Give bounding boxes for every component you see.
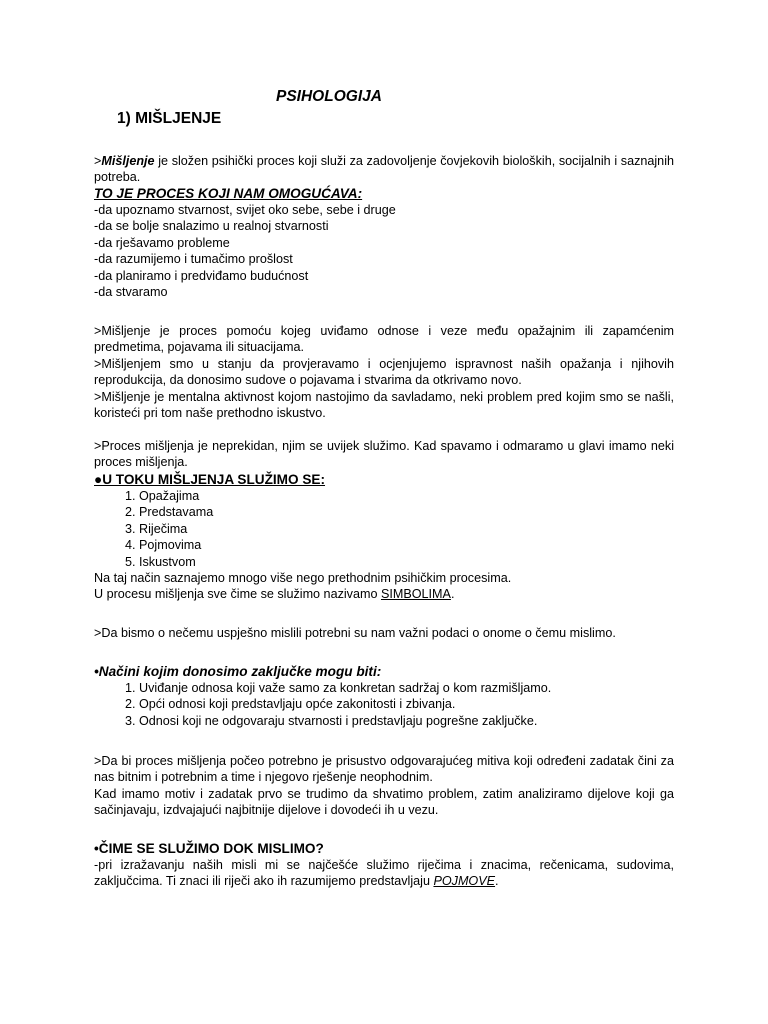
enables-item: -da rješavamo probleme	[94, 235, 230, 250]
definitions-section	[94, 323, 674, 421]
enables-heading: TO JE PROCES KOJI NAM OMOGUĆAVA:	[94, 186, 363, 201]
conclusions-heading: •Načini kojim donosimo zaključke mogu biti:	[94, 664, 382, 679]
symbols-prefix: U procesu mišljenja sve čime se služimo nazivamo	[94, 587, 381, 602]
enables-item: -da se bolje snalazimo u realnoj stvarnosti	[94, 219, 329, 234]
list-item: 1. Uviđanje odnosa koji važe samo za konkretan sadržaj o kom razmišljamo.	[139, 680, 674, 696]
what-use-section	[94, 840, 674, 890]
list-item: 2. Opći odnosi koji predstavljaju opće zakonitosti i zbivanja.	[139, 696, 674, 712]
what-use-suffix: .	[495, 874, 499, 889]
list-item: 5. Iskustvom	[139, 554, 674, 570]
conclusions-section	[94, 663, 674, 729]
definition-paragraph: >Mišljenje je mentalna aktivnost kojom nastojimo da savladamo, neki problem pred kojim smo se našli, koristeći pri tom naše prethodno iskustvo.	[94, 389, 674, 421]
uses-section	[94, 471, 674, 603]
enables-item: -da stvaramo	[94, 285, 168, 300]
enables-section	[94, 185, 674, 300]
definition-paragraph: >Mišljenje je proces pomoću kojeg uviđamo odnose i veze među opažajnim ili zapamćenim predmetima, pojavama ili situacijama.	[94, 324, 674, 355]
continuous-paragraph: >Proces mišljenja je neprekidan, njim se uvijek služimo. Kad spavamo i odmaramo u glavi imamo neki proces mišljenja.	[94, 439, 674, 470]
intro-term: Mišljenje	[101, 154, 155, 168]
definition-paragraph: >Mišljenjem smo u stanju da provjeravamo i ocjenjujemo ispravnost naših opažanja i njihovih reprodukcija, da donosimo sudove o pojavama i stvarima da otkrivamo novo.	[94, 356, 674, 388]
uses-list	[94, 488, 674, 570]
list-item: 4. Pojmovima	[139, 537, 674, 553]
motive-paragraph: Kad imamo motiv i zadatak prvo se trudimo da shvatimo problem, zatim analiziramo dijelove koji ga sačinjavaju, izdvajajući najbitnije dijelove i dovodeći ih u vezu.	[94, 786, 674, 818]
intro-paragraph	[94, 153, 674, 186]
concepts-term: POJMOVE	[433, 874, 496, 889]
list-item: 2. Predstavama	[139, 504, 674, 520]
list-item: 3. Riječima	[139, 521, 674, 537]
symbols-term: SIMBOLIMA	[380, 587, 451, 602]
uses-after-line: Na taj način saznajemo mnogo više nego prethodnim psihičkim procesima.	[94, 571, 512, 586]
what-use-heading: •ČIME SE SLUŽIMO DOK MISLIMO?	[94, 841, 324, 856]
list-item: 1. Opažajima	[139, 488, 674, 504]
motive-section	[94, 753, 674, 819]
enables-item: -da upoznamo stvarnost, svijet oko sebe, sebe i druge	[94, 203, 396, 217]
conclusions-list	[94, 680, 674, 729]
symbols-suffix: .	[450, 587, 455, 602]
document-title: PSIHOLOGIJA	[276, 88, 382, 105]
what-use-text: -pri izražavanju naših misli mi se najčešće služimo riječima i znacima, rečenicama, sudovima, zaključcima. Ti znaci ili riječi ako ih razumijemo predstavljaju	[94, 858, 674, 889]
intro-text: je složen psihički proces koji služi za zadovoljenje čovjekovih bioloških, socijalnih i saznajnih potreba.	[94, 154, 674, 185]
uses-symbols-line	[94, 586, 674, 602]
list-item: 3. Odnosi koji ne odgovaraju stvarnosti i predstavljaju pogrešne zaključke.	[139, 713, 674, 729]
what-use-paragraph	[94, 857, 674, 890]
motive-paragraph: >Da bi proces mišljenja počeo potrebno je prisustvo odgovarajućeg mitiva koji određeni zadatak čini za nas bitnim i potrebnim a time i njegovo rješenje neophodnim.	[94, 754, 674, 785]
enables-item: -da planiramo i predviđamo budućnost	[94, 268, 309, 283]
enables-item: -da razumijemo i tumačimo prošlost	[94, 252, 293, 267]
intro-prefix: >	[94, 154, 102, 168]
section-heading: 1) MIŠLJENJE	[117, 110, 222, 127]
uses-heading: ●U TOKU MIŠLJENJA SLUŽIMO SE:	[94, 472, 326, 487]
data-needed-paragraph: >Da bismo o nečemu uspješno mislili potrebni su nam važni podaci o onome o čemu mislimo.	[94, 626, 616, 640]
